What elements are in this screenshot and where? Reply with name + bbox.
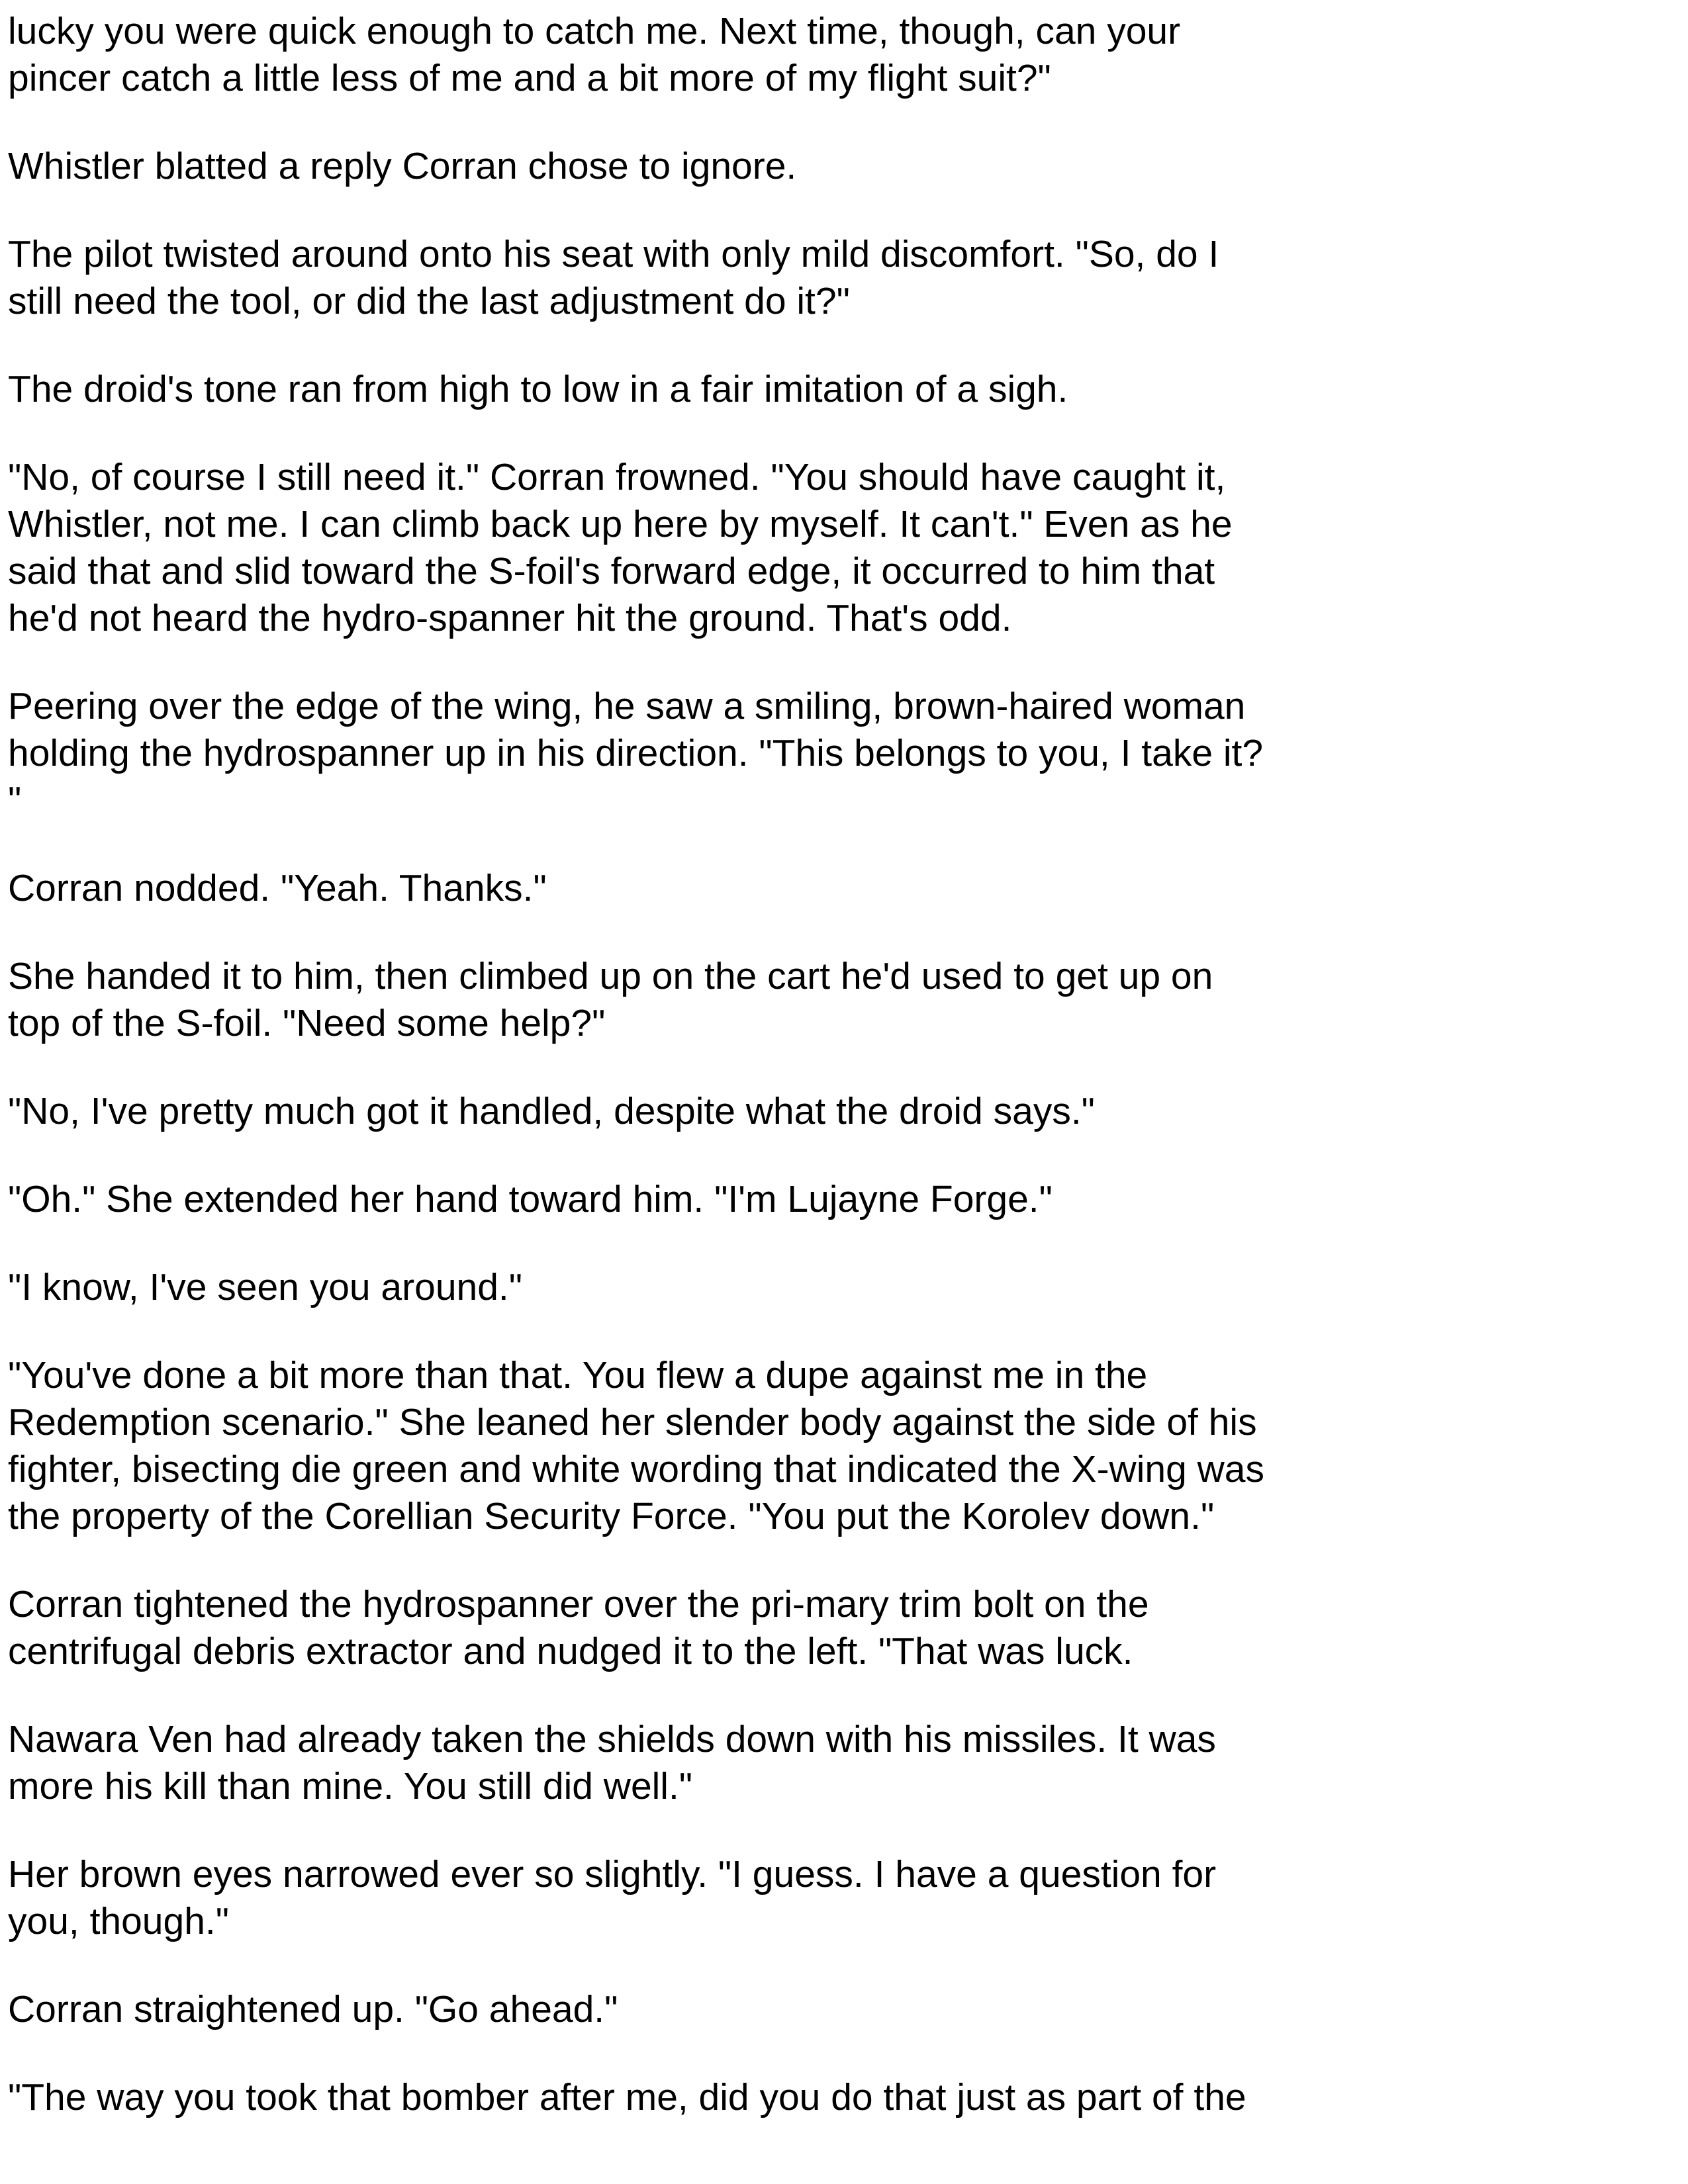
text-line: Redemption scenario." She leaned her slender body against the side of his bbox=[8, 1401, 1257, 1443]
text-line: She handed it to him, then climbed up on the cart he'd used to get up on bbox=[8, 955, 1213, 997]
paragraph-5 bbox=[8, 454, 1385, 642]
paragraph-10 bbox=[8, 1176, 1385, 1223]
text-line: Peering over the edge of the wing, he saw a smiling, brown-haired woman bbox=[8, 685, 1246, 727]
paragraph-14 bbox=[8, 1716, 1385, 1810]
text-line: The pilot twisted around onto his seat with only mild discomfort. "So, do I bbox=[8, 233, 1219, 275]
text-line: top of the S-foil. "Need some help?" bbox=[8, 1002, 606, 1044]
paragraph-8 bbox=[8, 953, 1385, 1047]
text-line: Her brown eyes narrowed ever so slightly. "I guess. I have a question for bbox=[8, 1853, 1217, 1895]
text-line: pincer catch a little less of me and a bit more of my flight suit?" bbox=[8, 57, 1051, 99]
text-line: lucky you were quick enough to catch me. Next time, though, can your bbox=[8, 10, 1181, 52]
text-line: Nawara Ven had already taken the shields down with his missiles. It was bbox=[8, 1718, 1216, 1760]
text-line: "Oh." She extended her hand toward him. "I'm Lujayne Forge." bbox=[8, 1178, 1053, 1220]
paragraph-13 bbox=[8, 1581, 1385, 1675]
text-line: " bbox=[8, 779, 22, 821]
text-line: you, though." bbox=[8, 1900, 229, 1942]
text-line: centrifugal debris extractor and nudged it to the left. "That was luck. bbox=[8, 1630, 1133, 1672]
text-line: Corran tightened the hydrospanner over the pri-mary trim bolt on the bbox=[8, 1583, 1149, 1625]
text-line: Corran straightened up. "Go ahead." bbox=[8, 1988, 618, 2030]
text-line: "The way you took that bomber after me, did you do that just as part of the bbox=[8, 2076, 1246, 2118]
text-line: "No, I've pretty much got it handled, despite what the droid says." bbox=[8, 1090, 1095, 1132]
text-line: The droid's tone ran from high to low in a fair imitation of a sigh. bbox=[8, 368, 1068, 410]
paragraph-2 bbox=[8, 143, 1385, 190]
paragraph-9 bbox=[8, 1088, 1385, 1135]
text-line: said that and slid toward the S-foil's forward edge, it occurred to him that bbox=[8, 550, 1215, 592]
paragraph-3 bbox=[8, 231, 1385, 325]
paragraph-7 bbox=[8, 865, 1385, 912]
text-line: "I know, I've seen you around." bbox=[8, 1266, 522, 1308]
paragraph-16 bbox=[8, 1986, 1385, 2033]
text-line: Whistler, not me. I can climb back up here by myself. It can't." Even as he bbox=[8, 503, 1233, 545]
paragraph-11 bbox=[8, 1264, 1385, 1311]
paragraph-4 bbox=[8, 366, 1385, 413]
text-line: Corran nodded. "Yeah. Thanks." bbox=[8, 867, 547, 909]
paragraph-15 bbox=[8, 1851, 1385, 1945]
text-line: holding the hydrospanner up in his direction. "This belongs to you, I take it? bbox=[8, 732, 1264, 774]
paragraph-6 bbox=[8, 683, 1385, 824]
paragraph-17 bbox=[8, 2074, 1385, 2121]
text-line: fighter, bisecting die green and white wording that indicated the X-wing was bbox=[8, 1448, 1264, 1490]
text-line: "No, of course I still need it." Corran frowned. "You should have caught it, bbox=[8, 456, 1226, 498]
document-page bbox=[8, 8, 1385, 2121]
text-line: still need the tool, or did the last adjustment do it?" bbox=[8, 280, 850, 322]
text-line: he'd not heard the hydro-spanner hit the ground. That's odd. bbox=[8, 597, 1012, 639]
paragraph-12 bbox=[8, 1352, 1385, 1540]
text-line: more his kill than mine. You still did well." bbox=[8, 1765, 693, 1807]
text-line: "You've done a bit more than that. You flew a dupe against me in the bbox=[8, 1354, 1148, 1396]
paragraph-1 bbox=[8, 8, 1385, 102]
text-line: the property of the Corellian Security Force. "You put the Korolev down." bbox=[8, 1495, 1215, 1537]
text-line: Whistler blatted a reply Corran chose to ignore. bbox=[8, 145, 797, 187]
